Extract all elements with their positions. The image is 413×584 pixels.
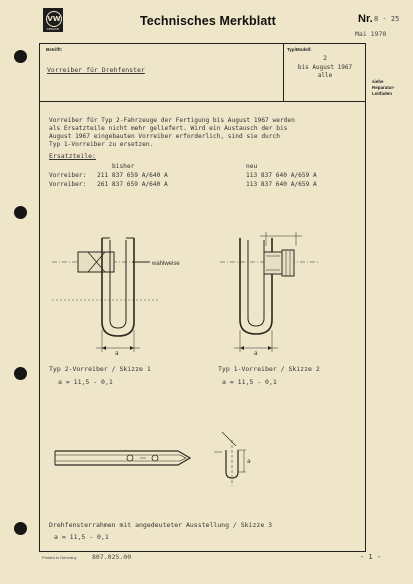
typ-label: Typ/Modell: [287,47,312,52]
typ-value-1: 2 [323,55,327,62]
sketch-1-drawing [52,238,160,352]
side-note-line: Reparatur- [372,85,395,90]
sketch1-value: a = 11,5 - 0,1 [58,378,113,386]
col-neu: neu [246,163,258,170]
betreff-value: Vorreiber für Drehfenster [47,66,145,74]
document-title: Technisches Merkblatt [140,14,276,28]
intro-line: Vorreiber für Typ 2-Fahrzeuge der Fertigung bis August 1967 werden [49,117,295,124]
issue-date: Mai 1970 [355,30,387,38]
intro-line: Typ 1-Vorreiber zu ersetzen. [49,141,154,148]
ersatzteile-heading: Ersatzteile: [49,152,96,160]
wahlweise-label: wahlweise [152,261,180,267]
page-number: - 1 - [360,553,382,561]
sketch2-caption: Typ 1-Vorreiber / Skizze 2 [218,365,320,373]
number-value: 8 - 25 [374,15,400,23]
part-old: 211 837 659 A/640 A [97,172,168,179]
vw-logo-sub: SERVICE [46,27,60,31]
part-new: 113 837 640 A/659 A [246,181,317,188]
sketch3-caption: Drehfensterrahmen mit angedeuteter Ausstellung / Skizze 3 [49,521,273,529]
part-new: 113 837 640 A/659 A [246,172,317,179]
sketch-2-drawing [220,232,320,352]
vw-logo-letters: VW [46,11,62,27]
sketch1-caption: Typ 2-Vorreiber / Skizze 1 [49,365,151,373]
dim-a-sketch3: a [247,458,251,465]
dim-a-sketch2: a [254,350,258,357]
side-note-line: Leitfaden [372,91,393,96]
col-bisher: bisher [112,163,135,170]
part-label: Vorreiber: [49,172,87,179]
sketch2-value: a = 11,5 - 0,1 [222,378,277,386]
document-number: 807.025.00 [92,553,132,561]
sketch3-value: a = 11,5 - 0,1 [54,533,109,541]
betreff-label: Betrifft: [46,47,63,52]
sketch-3-drawing [55,432,246,486]
printed-note: Printed in Germany [42,555,77,560]
typ-value-3: alle [317,72,333,79]
typ-value-2: bis August 1967 [297,64,353,71]
side-note-line: siehe [372,79,384,84]
part-label: Vorreiber: [49,181,87,188]
intro-line: August 1967 eingebauten Vorreiber erforderlich, sind sie durch [49,133,280,140]
dim-a-sketch1: a [115,350,119,357]
intro-line: als Ersatzteile nicht mehr geliefert. Wird ein Austausch der bis [49,125,288,132]
number-label: Nr. [358,13,373,25]
part-old: 261 837 659 A/640 A [97,181,168,188]
